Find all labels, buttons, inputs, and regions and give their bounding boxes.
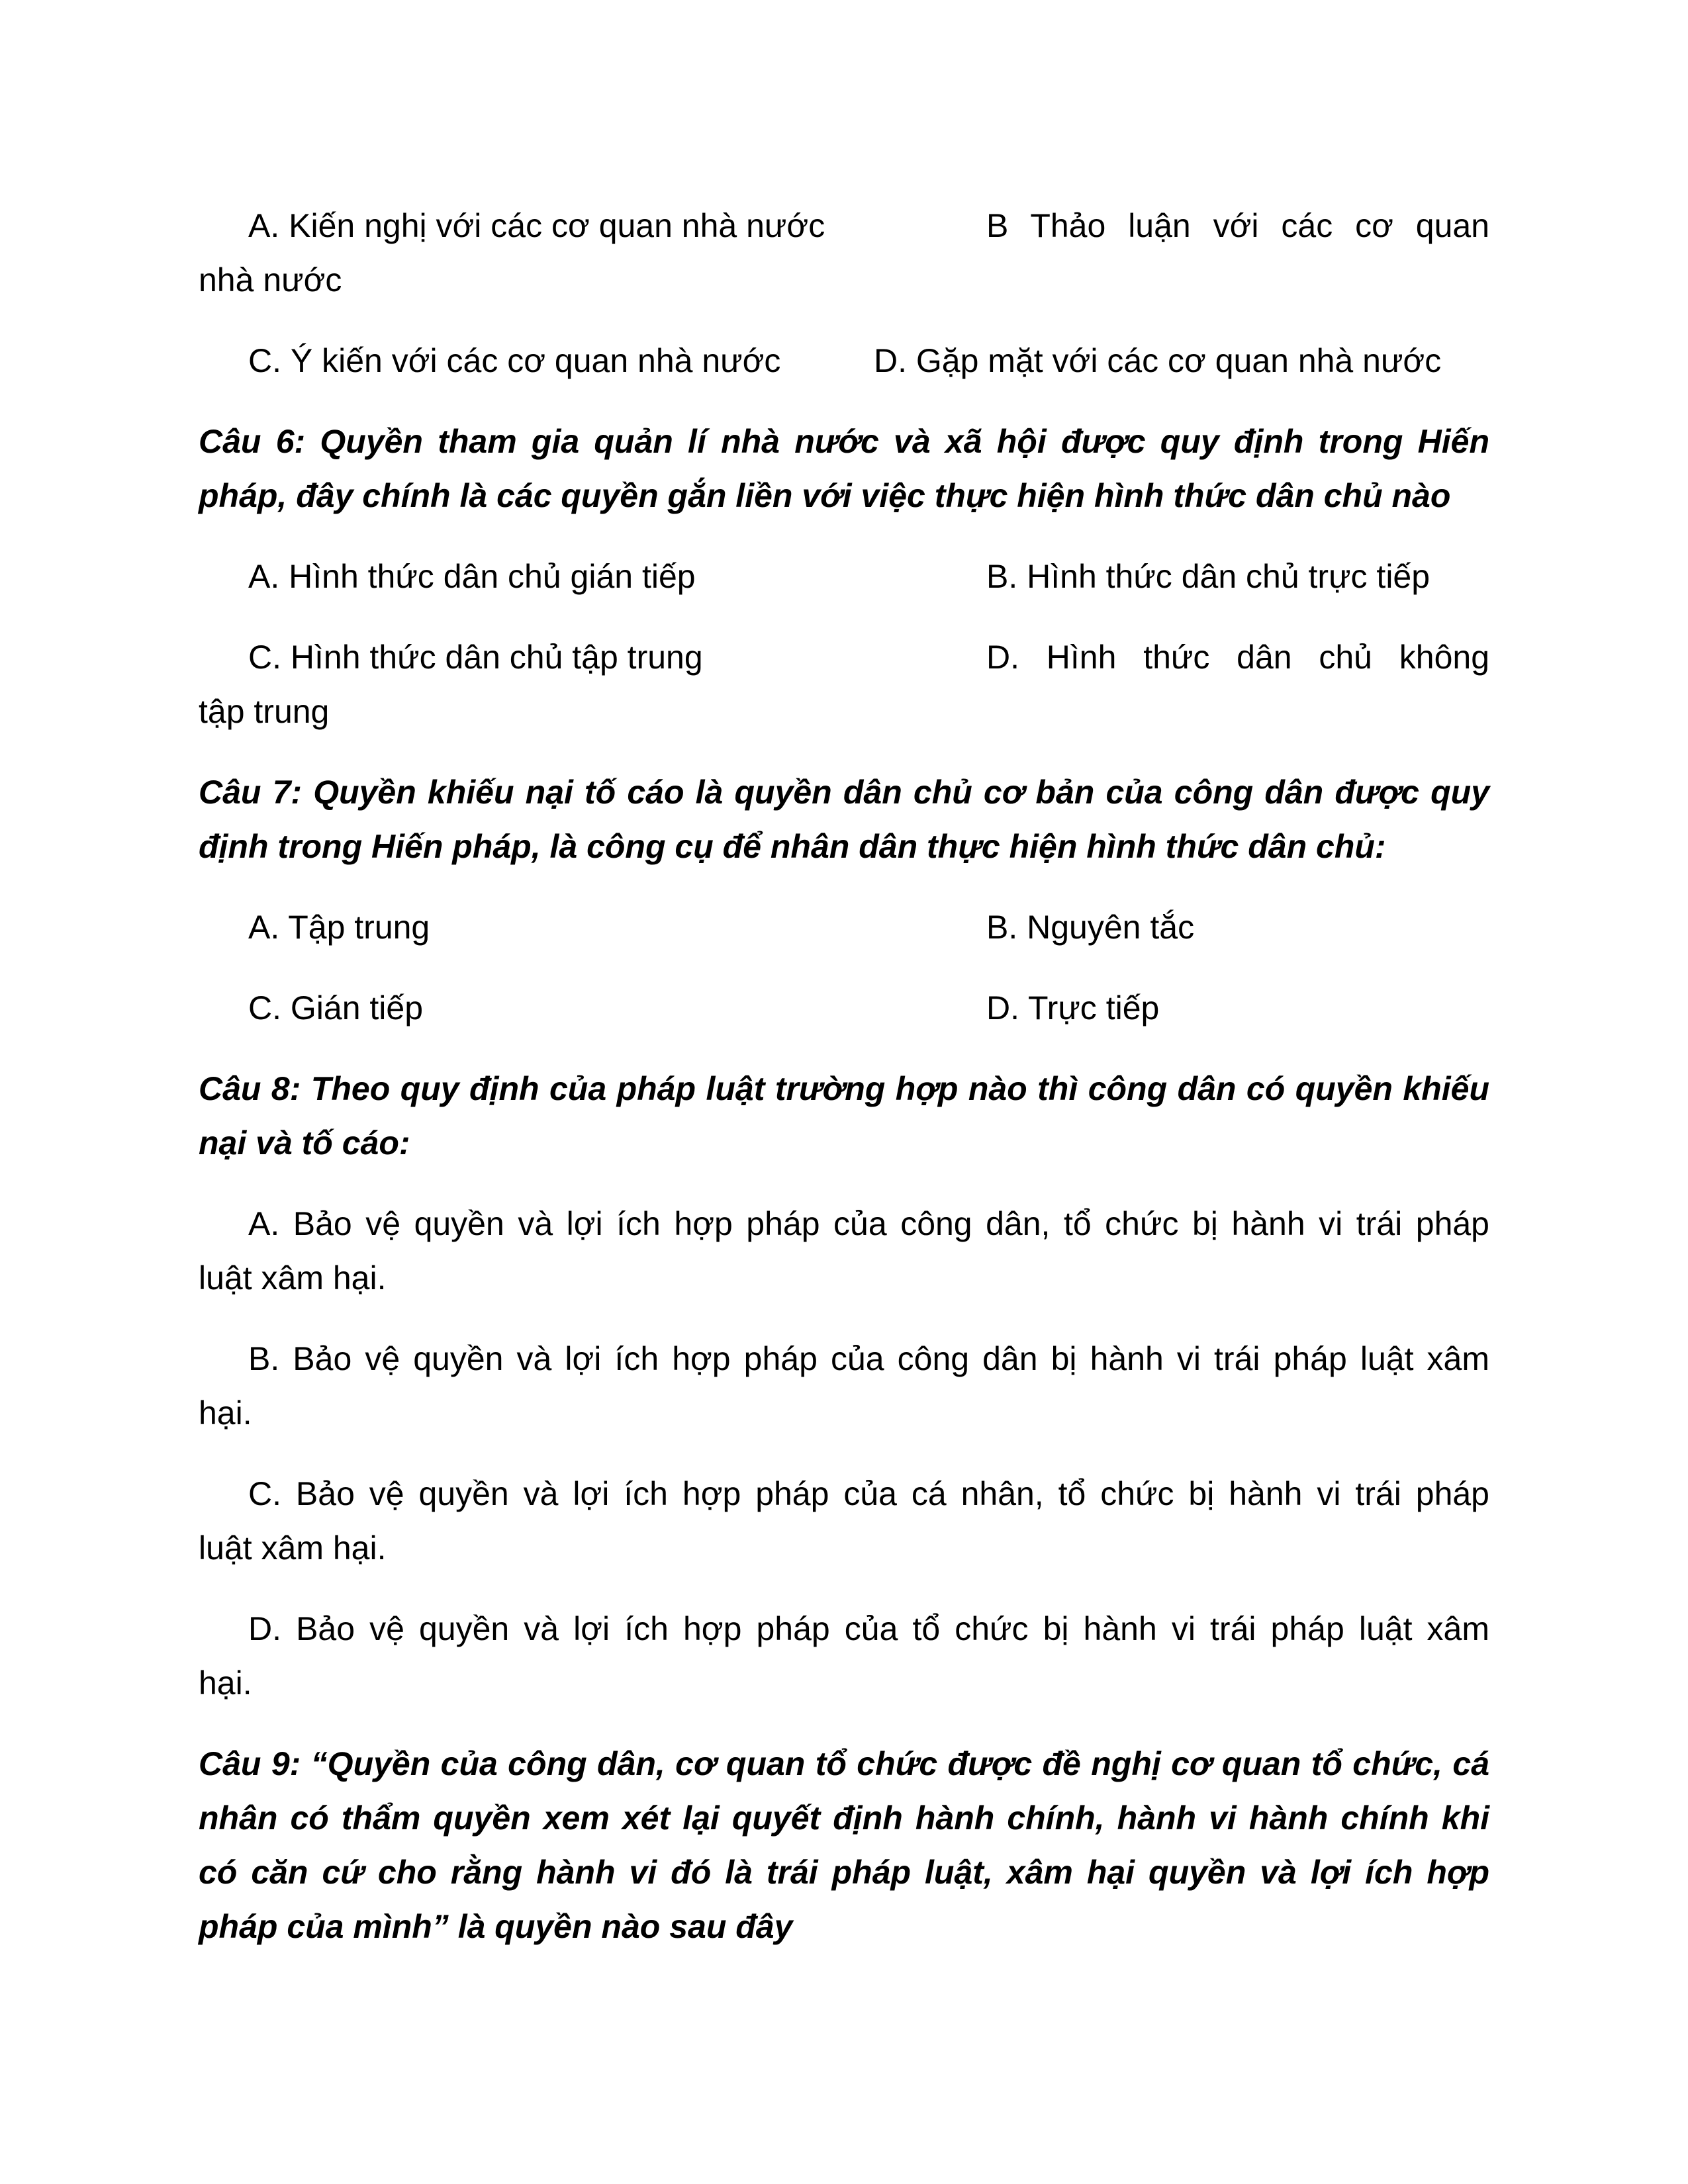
q8-option-d: D. Bảo vệ quyền và lợi ích hợp pháp của tổ chức bị hành vi trái pháp luật xâm — [248, 1610, 1489, 1647]
q5-option-c: C. Ý kiến với các cơ quan nhà nước — [248, 342, 781, 379]
q8-option-b: B. Bảo vệ quyền và lợi ích hợp pháp của công dân bị hành vi trái pháp luật xâm — [248, 1340, 1489, 1377]
q6-question-line-1: Câu 6: Quyền tham gia quản lí nhà nước và xã hội được quy định trong Hiến — [199, 423, 1489, 460]
q5-option-a: A. Kiến nghị với các cơ quan nhà nước — [248, 207, 825, 244]
q6-option-d: D. Hình thức dân chủ không — [986, 639, 1489, 676]
q7-question-line-2: định trong Hiến pháp, là công cụ để nhân dân thực hiện hình thức dân chủ: — [199, 828, 1386, 865]
q5-option-d: D. Gặp mặt với các cơ quan nhà nước — [874, 342, 1442, 379]
q7-question-line-1: Câu 7: Quyền khiếu nại tố cáo là quyền dân chủ cơ bản của công dân được quy — [199, 774, 1489, 811]
q9-question-line-4: pháp của mình” là quyền nào sau đây — [199, 1908, 793, 1945]
q6-option-c: C. Hình thức dân chủ tập trung — [248, 639, 703, 676]
q9-question-line-3: có căn cứ cho rằng hành vi đó là trái pháp luật, xâm hại quyền và lợi ích hợp — [199, 1854, 1489, 1891]
q6-option-d-continued: tập trung — [199, 693, 330, 730]
q6-option-a: A. Hình thức dân chủ gián tiếp — [248, 558, 696, 595]
q8-option-c-continued: luật xâm hại. — [199, 1529, 387, 1567]
q8-option-c: C. Bảo vệ quyền và lợi ích hợp pháp của cá nhân, tổ chức bị hành vi trái pháp — [248, 1475, 1489, 1512]
q7-option-b: B. Nguyên tắc — [986, 909, 1195, 946]
q6-question-line-2: pháp, đây chính là các quyền gắn liền với việc thực hiện hình thức dân chủ nào — [199, 477, 1451, 514]
q7-option-a: A. Tập trung — [248, 909, 430, 946]
q9-question-line-1: Câu 9: “Quyền của công dân, cơ quan tổ chức được đề nghị cơ quan tổ chức, cá — [199, 1745, 1489, 1782]
q5-option-b: B Thảo luận với các cơ quan — [986, 207, 1489, 244]
q8-option-d-continued: hại. — [199, 1664, 252, 1702]
q8-question-line-1: Câu 8: Theo quy định của pháp luật trường hợp nào thì công dân có quyền khiếu — [199, 1070, 1489, 1107]
q6-option-b: B. Hình thức dân chủ trực tiếp — [986, 558, 1430, 595]
q7-option-c: C. Gián tiếp — [248, 989, 424, 1026]
q8-question-line-2: nại và tố cáo: — [199, 1124, 410, 1161]
q8-option-b-continued: hại. — [199, 1394, 252, 1432]
q7-option-d: D. Trực tiếp — [986, 989, 1160, 1026]
q9-question-line-2: nhân có thẩm quyền xem xét lại quyết định hành chính, hành vi hành chính khi — [199, 1799, 1489, 1837]
q8-option-a: A. Bảo vệ quyền và lợi ích hợp pháp của công dân, tổ chức bị hành vi trái pháp — [248, 1205, 1489, 1242]
q5-option-b-continued: nhà nước — [199, 261, 342, 298]
q8-option-a-continued: luật xâm hại. — [199, 1259, 387, 1297]
